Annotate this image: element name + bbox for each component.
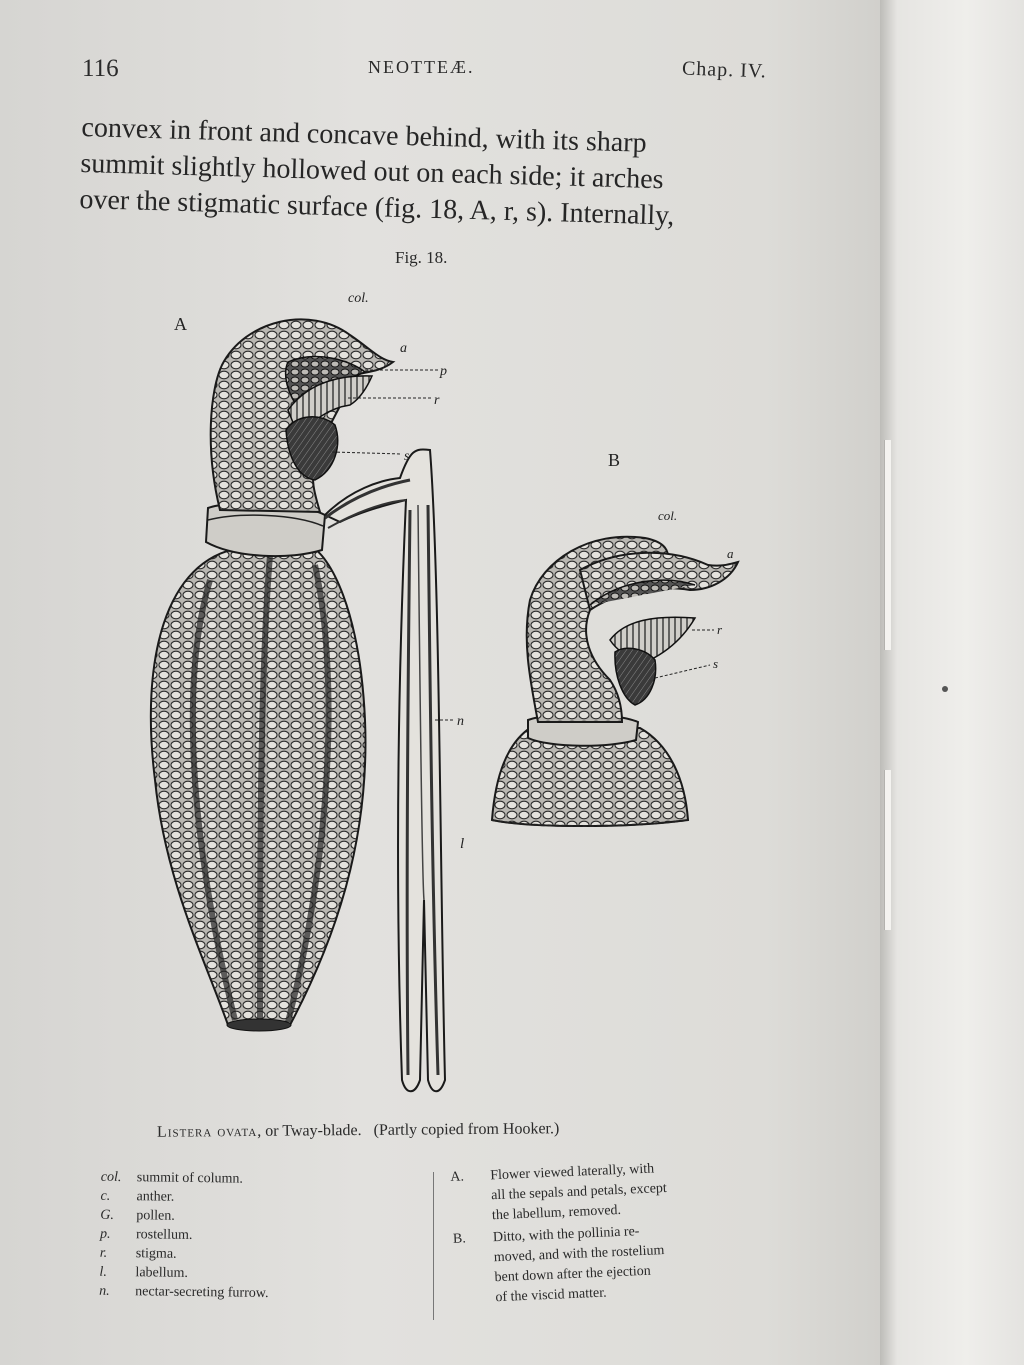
page-edge-strip bbox=[884, 440, 891, 650]
label-a-b: a bbox=[727, 546, 734, 561]
label-p-a: p bbox=[440, 364, 447, 379]
legend-abbr: n. bbox=[99, 1283, 110, 1299]
legend-description bbox=[490, 1155, 772, 1227]
legend-abbr: l. bbox=[99, 1264, 107, 1280]
page-number: 116 bbox=[82, 55, 119, 82]
page-speck bbox=[942, 686, 948, 692]
body-line: summit slightly hollowed out on each side; it arches bbox=[80, 147, 664, 196]
legend-row bbox=[99, 1282, 429, 1306]
legend-text: pollen. bbox=[136, 1208, 175, 1224]
caption-source: (Partly copied from Hooker.) bbox=[373, 1120, 560, 1139]
legend-key: B. bbox=[452, 1231, 467, 1247]
legend-entry-a bbox=[450, 1155, 772, 1228]
caption-species: Listera ovata bbox=[156, 1122, 258, 1141]
label-col-b: col. bbox=[658, 508, 678, 523]
body-paragraph bbox=[79, 110, 782, 238]
legend-text: labellum. bbox=[135, 1265, 189, 1281]
legend-text: nectar-secreting furrow. bbox=[135, 1284, 269, 1302]
body-line: convex in front and concave behind, with its sharp bbox=[81, 111, 648, 159]
legend-abbreviations bbox=[99, 1168, 431, 1306]
orchid-illustration bbox=[110, 280, 790, 1120]
figure-label: Fig. 18. bbox=[395, 248, 448, 267]
figure-b-drawing bbox=[492, 450, 738, 826]
facing-page-edge bbox=[880, 0, 1024, 1365]
label-col-a: col. bbox=[348, 291, 369, 306]
legend-abbr: G. bbox=[100, 1207, 115, 1223]
legend-abbr: c. bbox=[100, 1188, 111, 1204]
label-a-a: a bbox=[400, 341, 407, 356]
figure-caption bbox=[157, 1120, 559, 1142]
legend-line: all the sepals and petals, except bbox=[490, 1180, 668, 1204]
legend-line: the labellum, removed. bbox=[491, 1202, 622, 1224]
chapter-label: Chap. IV. bbox=[681, 57, 768, 83]
label-n-a: n bbox=[457, 714, 464, 729]
stigma-b bbox=[615, 648, 656, 705]
legend-key: A. bbox=[450, 1169, 465, 1185]
legend-entry-b bbox=[453, 1217, 776, 1310]
legend-description bbox=[493, 1217, 776, 1309]
legend-line: Flower viewed laterally, with bbox=[490, 1161, 655, 1184]
part-b-label: B bbox=[608, 450, 621, 470]
legend-line: of the viscid matter. bbox=[495, 1285, 607, 1306]
figure-a-drawing bbox=[151, 291, 464, 1091]
label-r-b: r bbox=[717, 622, 723, 637]
running-title: NEOTTEÆ. bbox=[368, 57, 475, 77]
legend-text: anther. bbox=[136, 1189, 175, 1205]
legend-text: stigma. bbox=[135, 1246, 177, 1262]
legend-line: bent down after the ejection bbox=[494, 1263, 652, 1286]
legend-abbr: col. bbox=[100, 1169, 122, 1185]
page-header bbox=[82, 55, 782, 95]
page-edge-strip bbox=[884, 770, 891, 930]
legend-line: moved, and with the rostelium bbox=[493, 1243, 665, 1266]
caption-common-name: , or Tway-blade. bbox=[257, 1121, 362, 1140]
legend-abbr: p. bbox=[99, 1226, 111, 1242]
legend-descriptions bbox=[450, 1155, 776, 1312]
legend-divider bbox=[433, 1172, 434, 1320]
part-a-label: A bbox=[174, 314, 187, 334]
label-l-a: l bbox=[460, 836, 465, 852]
label-s-a: s bbox=[404, 449, 410, 464]
label-s-b: s bbox=[713, 656, 719, 671]
label-r-a: r bbox=[434, 393, 440, 408]
body-line: over the stigmatic surface (fig. 18, A, r, s). Internally, bbox=[79, 183, 675, 232]
legend-text: rostellum. bbox=[135, 1227, 193, 1243]
legend-text: summit of column. bbox=[136, 1170, 244, 1187]
legend-abbr: r. bbox=[99, 1245, 108, 1261]
legend-line: Ditto, with the pollinia re- bbox=[492, 1224, 640, 1246]
